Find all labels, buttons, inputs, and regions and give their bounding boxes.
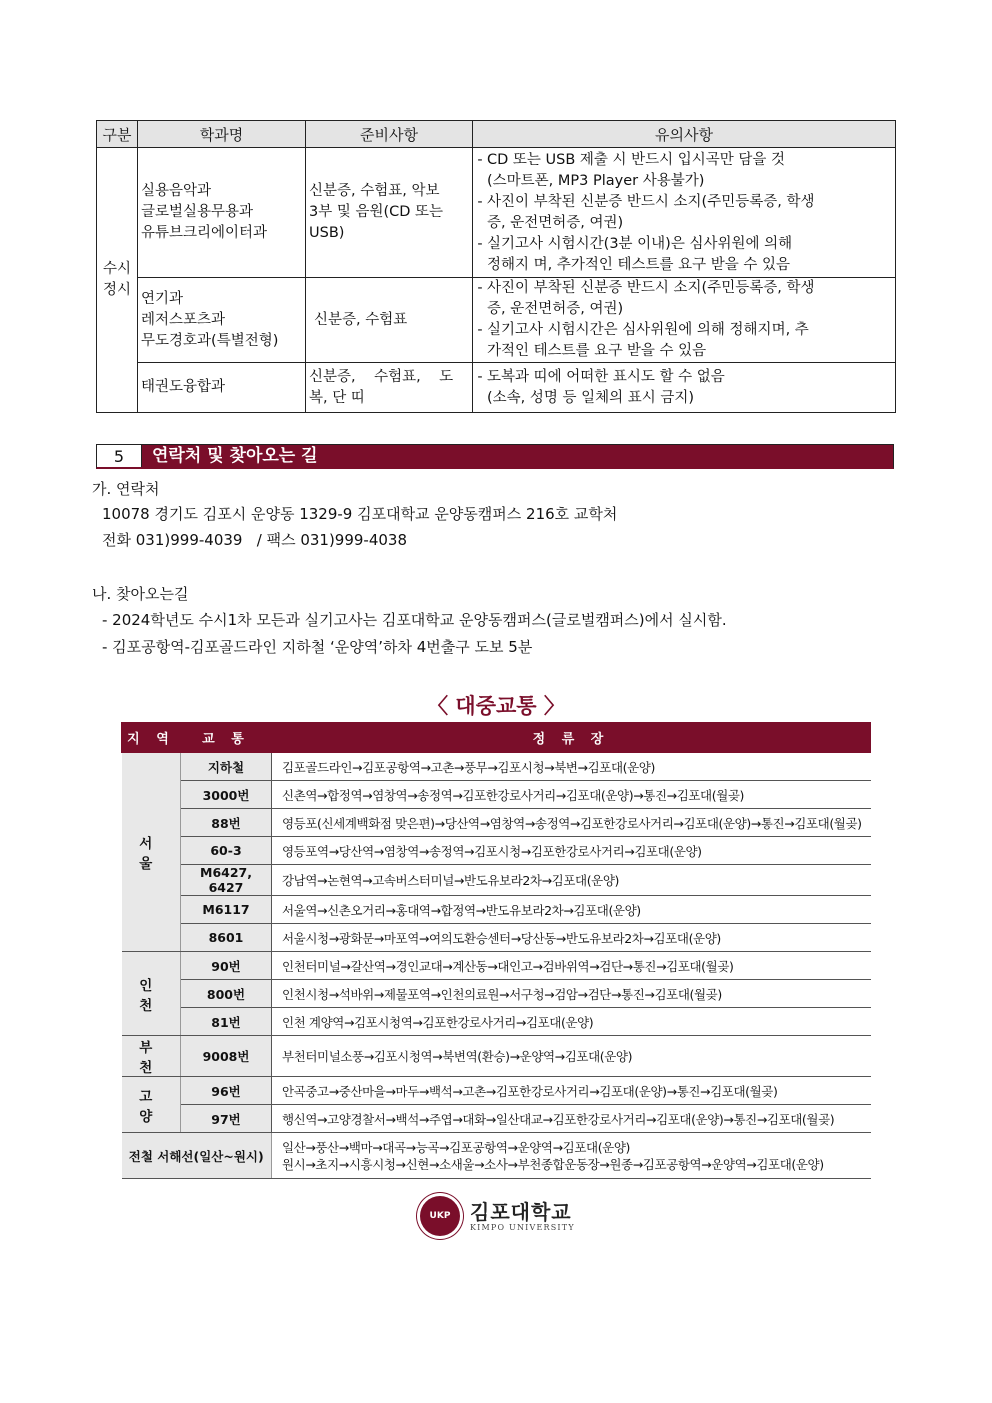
note-text: 정해지 며, 추가적인 테스트를 요구 받을 수 있음 bbox=[487, 256, 791, 273]
bullet-dash-icon bbox=[473, 299, 487, 320]
directions-heading: 나. 찾아오는길 bbox=[92, 585, 189, 603]
bullet-dash-icon: - bbox=[477, 235, 483, 252]
note-text: 가적인 테스트를 요구 받을 수 있음 bbox=[487, 343, 707, 359]
note-line bbox=[473, 192, 895, 213]
directions-item: - 김포공항역-김포골드라인 지하철 ‘운양역’하차 4번출구 도보 5분 bbox=[102, 638, 533, 656]
route-cell: M6427, 6427 bbox=[181, 865, 272, 896]
stops-cell: 서울역→신촌오거리→홍대역→합정역→반도유보라2차→김포대(운양) bbox=[272, 896, 871, 924]
table-header-row bbox=[97, 121, 896, 148]
transport-row bbox=[122, 1133, 871, 1179]
stops-cell: 안곡중고→중산마을→마두→백석→고촌→김포한강로사거리→김포대(운양)→통진→김포대(월곶) bbox=[272, 1077, 871, 1105]
notes-cell bbox=[473, 363, 896, 413]
category-label: 정시 bbox=[102, 282, 131, 298]
dept-name: 무도경호과(특별전형) bbox=[141, 332, 279, 349]
header-prep: 준비사항 bbox=[306, 121, 473, 148]
prep-cell bbox=[306, 363, 473, 413]
prep-cell bbox=[306, 148, 473, 278]
header-dept: 학과명 bbox=[138, 121, 306, 148]
dept-cell bbox=[138, 278, 306, 363]
note-line bbox=[473, 150, 895, 171]
bullet-dash-icon bbox=[473, 341, 487, 362]
requirements-table bbox=[96, 120, 896, 413]
note-text: (스마트폰, MP3 Player 사용불가) bbox=[487, 172, 705, 189]
transport-row bbox=[122, 896, 871, 924]
note-text: 실기고사 시험시간(3분 이내)은 심사위원에 의해 bbox=[487, 235, 793, 252]
dept-name: 유튜브크리에이터과 bbox=[141, 225, 268, 241]
dept-name: 글로벌실용무용과 bbox=[141, 204, 254, 220]
note-line bbox=[473, 388, 895, 409]
transport-row bbox=[122, 1036, 871, 1077]
stops-line: 원시→초지→시흥시청→신현→소새울→소사→부천종합운동장→원종→김포공항역→운양역→김포대(운양) bbox=[282, 1156, 824, 1172]
header-region: 지 역 bbox=[122, 723, 181, 753]
notes-cell bbox=[473, 148, 896, 278]
transport-table bbox=[121, 722, 871, 1179]
prep-line: USB) bbox=[309, 225, 345, 241]
note-text: 사진이 부착된 신분증 반드시 소지(주민등록증, 학생 bbox=[487, 193, 815, 210]
transport-row bbox=[122, 1008, 871, 1036]
transport-row bbox=[122, 837, 871, 865]
contact-address: 10078 경기도 김포시 운양동 1329-9 김포대학교 운양동캠퍼스 216호 교학처 bbox=[102, 505, 618, 523]
route-cell: 지하철 bbox=[181, 753, 272, 781]
logo-english: KIMPO UNIVERSITY bbox=[470, 1222, 575, 1232]
dept-cell bbox=[138, 148, 306, 278]
region-cell: 전철 서해선(일산~원시) bbox=[122, 1133, 272, 1179]
section-title: 연락처 및 찾아오는 길 bbox=[142, 445, 893, 467]
category-cell bbox=[97, 148, 138, 413]
transport-row bbox=[122, 980, 871, 1008]
route-cell: 3000번 bbox=[181, 781, 272, 809]
note-line bbox=[473, 341, 895, 362]
notes-cell bbox=[473, 278, 896, 363]
note-text: 도복과 띠에 어떠한 표시도 할 수 없음 bbox=[487, 368, 725, 385]
route-cell: 800번 bbox=[181, 980, 272, 1008]
table-row bbox=[97, 148, 896, 278]
transport-row bbox=[122, 753, 871, 781]
note-text: (소속, 성명 등 일체의 표시 금지) bbox=[487, 389, 695, 406]
transport-title: 〈 대중교통 〉 bbox=[427, 694, 565, 718]
route-cell: 96번 bbox=[181, 1077, 272, 1105]
route-cell: 60-3 bbox=[181, 837, 272, 865]
prep-line: 신분증, 수험표 bbox=[314, 311, 408, 328]
note-line bbox=[473, 213, 895, 234]
dept-name: 태권도융합과 bbox=[141, 379, 226, 395]
region-cell: 부 천 bbox=[122, 1036, 181, 1077]
bullet-dash-icon: - bbox=[477, 322, 483, 338]
transport-row bbox=[122, 952, 871, 980]
note-line bbox=[473, 171, 895, 192]
stops-cell: 영등포역→당산역→염창역→송정역→김포시청→김포한강로사거리→김포대(운양) bbox=[272, 837, 871, 865]
prep-line: 신분증, 수험표, 도 bbox=[309, 368, 454, 385]
region-cell: 인 천 bbox=[122, 952, 181, 1036]
university-logo bbox=[420, 1196, 575, 1236]
stops-cell: 인천시청→석바위→제물포역→인천의료원→서구청→검암→검단→통진→김포대(월곶) bbox=[272, 980, 871, 1008]
header-route: 교 통 bbox=[181, 723, 272, 753]
dept-name: 연기과 bbox=[141, 290, 184, 307]
note-line bbox=[473, 367, 895, 388]
route-cell: 9008번 bbox=[181, 1036, 272, 1077]
region-cell: 고 양 bbox=[122, 1077, 181, 1133]
note-line bbox=[473, 299, 895, 320]
table-row bbox=[97, 363, 896, 413]
stops-cell: 부천터미널소풍→김포시청역→북변역(환승)→운양역→김포대(운양) bbox=[272, 1036, 871, 1077]
contact-heading: 가. 연락처 bbox=[92, 480, 160, 498]
stops-cell: 영등포(신세계백화점 맞은편)→당산역→염창역→송정역→김포한강로사거리→김포대(운양)→통진→김포대(월곶) bbox=[272, 809, 871, 837]
dept-cell bbox=[138, 363, 306, 413]
header-gubun: 구분 bbox=[97, 121, 138, 148]
prep-line: 신분증, 수험표, 악보 bbox=[309, 183, 440, 199]
transport-row bbox=[122, 865, 871, 896]
region-cell: 서 울 bbox=[122, 753, 181, 952]
note-text: 사진이 부착된 신분증 반드시 소지(주민등록증, 학생 bbox=[487, 280, 815, 296]
stops-cell bbox=[272, 1133, 871, 1179]
bullet-dash-icon bbox=[473, 255, 487, 276]
note-line bbox=[473, 278, 895, 299]
bullet-dash-icon: - bbox=[477, 193, 483, 210]
route-cell: 97번 bbox=[181, 1105, 272, 1133]
route-cell: 81번 bbox=[181, 1008, 272, 1036]
route-cell: 88번 bbox=[181, 809, 272, 837]
note-text: 증, 운전면허증, 여권) bbox=[487, 214, 624, 231]
section-number: 5 bbox=[97, 445, 142, 467]
prep-line: 복, 단 띠 bbox=[309, 389, 365, 406]
bullet-dash-icon bbox=[473, 388, 487, 409]
table-row bbox=[97, 278, 896, 363]
route-cell: M6117 bbox=[181, 896, 272, 924]
route-cell: 8601 bbox=[181, 924, 272, 952]
stops-cell: 서울시청→광화문→마포역→여의도환승센터→당산동→반도유보라2차→김포대(운양) bbox=[272, 924, 871, 952]
directions-item: - 2024학년도 수시1차 모든과 실기고사는 김포대학교 운양동캠퍼스(글로벌캠퍼스)에서 실시함. bbox=[102, 611, 727, 629]
transport-row bbox=[122, 781, 871, 809]
bullet-dash-icon bbox=[473, 171, 487, 192]
note-line bbox=[473, 255, 895, 276]
stops-cell: 신촌역→합정역→염창역→송정역→김포한강로사거리→김포대(운양)→통진→김포대(월곶) bbox=[272, 781, 871, 809]
logo-korean: 김포대학교 bbox=[470, 1199, 572, 1224]
transport-row bbox=[122, 1105, 871, 1133]
dept-name: 실용음악과 bbox=[141, 183, 212, 199]
note-text: 증, 운전면허증, 여권) bbox=[487, 301, 624, 317]
stops-cell: 행신역→고양경찰서→백석→주엽→대화→일산대교→김포한강로사거리→김포대(운양)→통진→김포대(월곶) bbox=[272, 1105, 871, 1133]
university-seal-icon: UKP bbox=[420, 1196, 460, 1236]
note-text: CD 또는 USB 제출 시 반드시 입시곡만 담을 것 bbox=[487, 151, 786, 168]
stops-cell: 인천 계양역→김포시청역→김포한강로사거리→김포대(운양) bbox=[272, 1008, 871, 1036]
contact-phone: 전화 031)999-4039 / 팩스 031)999-4038 bbox=[102, 531, 408, 549]
transport-row bbox=[122, 924, 871, 952]
header-notes: 유의사항 bbox=[473, 121, 896, 148]
route-cell: 90번 bbox=[181, 952, 272, 980]
stops-cell: 강남역→논현역→고속버스터미널→반도유보라2차→김포대(운양) bbox=[272, 865, 871, 896]
dept-name: 레저스포츠과 bbox=[141, 311, 226, 328]
prep-line: 3부 및 음원(CD 또는 bbox=[309, 204, 444, 220]
stops-cell: 김포골드라인→김포공항역→고촌→풍무→김포시청→북변→김포대(운양) bbox=[272, 753, 871, 781]
bullet-dash-icon: - bbox=[477, 280, 483, 296]
section-header bbox=[96, 444, 894, 469]
note-line bbox=[473, 234, 895, 255]
bullet-dash-icon bbox=[473, 213, 487, 234]
transport-row bbox=[122, 809, 871, 837]
stops-line: 일산→풍산→백마→대곡→능곡→김포공항역→운양역→김포대(운양) bbox=[282, 1139, 630, 1155]
note-line bbox=[473, 320, 895, 341]
stops-cell: 인천터미널→갈산역→경인교대→계산동→대인고→검바위역→검단→통진→김포대(월곶) bbox=[272, 952, 871, 980]
transport-header-row bbox=[122, 723, 871, 753]
bullet-dash-icon: - bbox=[477, 368, 483, 385]
note-text: 실기고사 시험시간은 심사위원에 의해 정해지며, 추 bbox=[487, 322, 809, 338]
header-stops: 정 류 장 bbox=[272, 723, 871, 753]
category-label: 수시 bbox=[102, 261, 131, 277]
transport-row bbox=[122, 1077, 871, 1105]
bullet-dash-icon: - bbox=[477, 151, 483, 168]
prep-cell bbox=[306, 278, 473, 363]
